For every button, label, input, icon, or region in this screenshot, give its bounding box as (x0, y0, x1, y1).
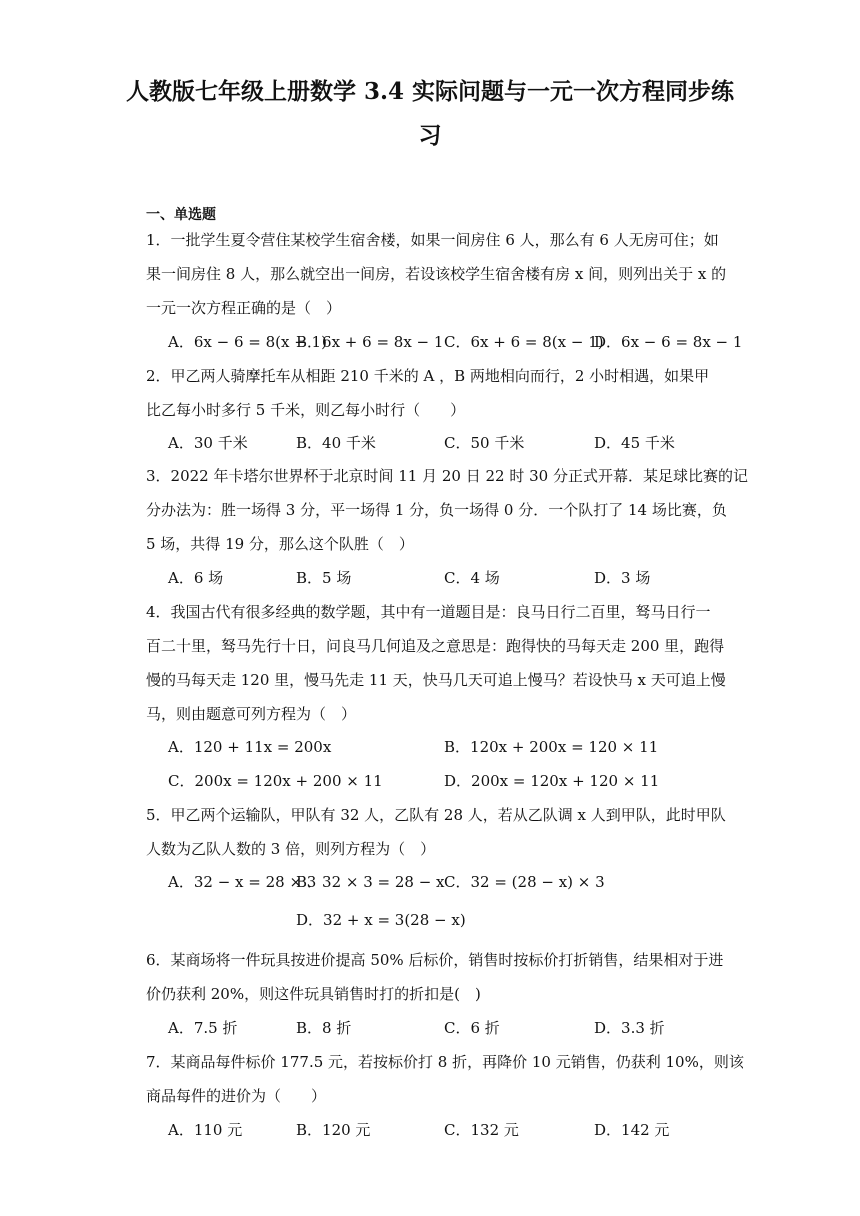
question-3-text-line-2: 分办法为：胜一场得 3 分，平一场得 1 分，负一场得 0 分．一个队打了 14 场比赛，负 (146, 501, 727, 519)
question-6-option-a[interactable]: A．7.5 折 (168, 1019, 238, 1037)
question-7-option-d[interactable]: D．142 元 (594, 1121, 670, 1139)
question-5-text-line-1: 5．甲乙两个运输队，甲队有 32 人，乙队有 28 人，若从乙队调 x 人到甲队，此时甲队 (146, 806, 726, 824)
question-7-option-a[interactable]: A．110 元 (168, 1121, 243, 1139)
question-5-option-d[interactable]: D．32 + x = 3(28 − x) (296, 911, 466, 929)
question-1-option-a[interactable]: A．6x − 6 = 8(x − 1) (168, 333, 327, 351)
question-6-option-b[interactable]: B．8 折 (296, 1019, 352, 1037)
question-1-option-b[interactable]: B．6x + 6 = 8x − 1 (296, 333, 444, 351)
question-7-text-line-1: 7．某商品每件标价 177.5 元，若按标价打 8 折，再降价 10 元销售，仍获利 10%，则该 (146, 1053, 744, 1071)
question-6-text-line-2: 价仍获利 20%，则这件玩具销售时打的折扣是( ) (146, 985, 481, 1003)
question-4-option-c[interactable]: C．200x = 120x + 200 × 11 (168, 772, 383, 790)
question-4-option-d[interactable]: D．200x = 120x + 120 × 11 (444, 772, 660, 790)
question-4-text-line-4: 马，则由题意可列方程为（ ） (146, 705, 357, 723)
question-5-text-line-2: 人数为乙队人数的 3 倍，则列方程为（ ） (146, 840, 436, 858)
question-3-text-line-3: 5 场，共得 19 分，那么这个队胜（ ） (146, 535, 414, 553)
question-7-text-line-2: 商品每件的进价为（ ） (146, 1087, 327, 1105)
question-4-text-line-2: 百二十里，驽马先行十日，问良马几何追及之意思是：跑得快的马每天走 200 里，跑得 (146, 637, 725, 655)
question-3-option-d[interactable]: D．3 场 (594, 569, 651, 587)
question-2-option-a[interactable]: A．30 千米 (168, 434, 248, 452)
question-5-option-a[interactable]: A．32 − x = 28 × 3 (168, 873, 317, 891)
question-2-text-line-2: 比乙每小时多行 5 千米，则乙每小时行（ ） (146, 401, 466, 419)
question-6-option-c[interactable]: C．6 折 (444, 1019, 500, 1037)
question-4-text-line-3: 慢的马每天走 120 里，慢马先走 11 天，快马几天可追上慢马？若设快马 x 天可追上慢 (146, 671, 726, 689)
question-5-option-b[interactable]: B．32 × 3 = 28 − x (296, 873, 445, 891)
question-2-text-line-1: 2．甲乙两人骑摩托车从相距 210 千米的 A ，B 两地相向而行，2 小时相遇，如果甲 (146, 367, 710, 385)
question-4-option-a[interactable]: A．120 + 11x = 200x (168, 738, 332, 756)
question-3-option-c[interactable]: C．4 场 (444, 569, 500, 587)
question-7-option-c[interactable]: C．132 元 (444, 1121, 519, 1139)
question-2-option-d[interactable]: D．45 千米 (594, 434, 675, 452)
question-3-option-a[interactable]: A．6 场 (168, 569, 224, 587)
question-5-option-c[interactable]: C．32 = (28 − x) × 3 (444, 873, 605, 891)
question-1-text-line-1: 1．一批学生夏令营住某校学生宿舍楼，如果一间房住 6 人，那么有 6 人无房可住；如 (146, 231, 719, 249)
section-heading: 一、单选题 (146, 207, 216, 223)
page-title-line-1: 人教版七年级上册数学 3.4 实际问题与一元一次方程同步练 (125, 78, 735, 105)
question-6-option-d[interactable]: D．3.3 折 (594, 1019, 665, 1037)
question-3-option-b[interactable]: B．5 场 (296, 569, 352, 587)
question-2-option-b[interactable]: B．40 千米 (296, 434, 376, 452)
question-7-option-b[interactable]: B．120 元 (296, 1121, 371, 1139)
page-title-line-2: 习 (418, 122, 442, 149)
question-1-option-d[interactable]: D．6x − 6 = 8x − 1 (594, 333, 743, 351)
question-2-option-c[interactable]: C．50 千米 (444, 434, 525, 452)
question-1-option-c[interactable]: C．6x + 6 = 8(x − 1) (444, 333, 604, 351)
question-1-text-line-3: 一元一次方程正确的是（ ） (146, 299, 342, 317)
question-4-option-b[interactable]: B．120x + 200x = 120 × 11 (444, 738, 659, 756)
question-4-text-line-1: 4．我国古代有很多经典的数学题，其中有一道题目是：良马日行二百里，驽马日行一 (146, 603, 711, 621)
question-1-text-line-2: 果一间房住 8 人，那么就空出一间房，若设该校学生宿舍楼有房 x 间，则列出关于 x 的 (146, 265, 727, 283)
question-3-text-line-1: 3．2022 年卡塔尔世界杯于北京时间 11 月 20 日 22 时 30 分正式开幕．某足球比赛的记 (146, 467, 748, 485)
question-6-text-line-1: 6．某商场将一件玩具按进价提高 50% 后标价，销售时按标价打折销售，结果相对于进 (146, 951, 724, 969)
